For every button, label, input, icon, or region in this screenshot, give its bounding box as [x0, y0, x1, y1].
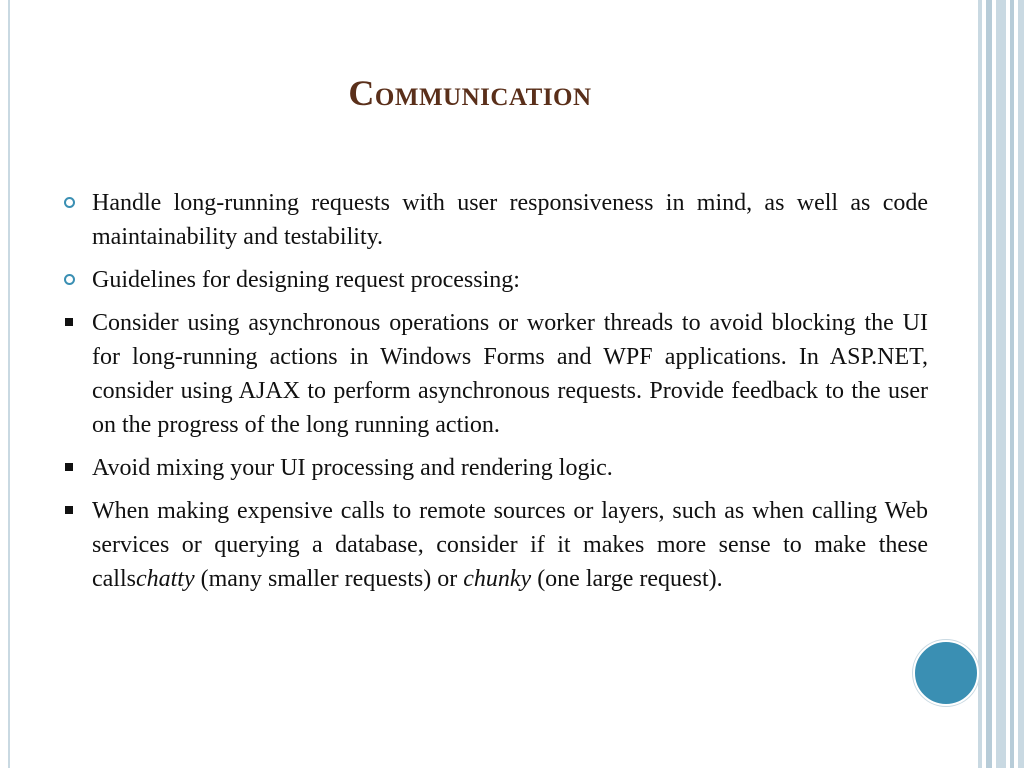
bullet-list [62, 186, 928, 605]
list-item [62, 451, 928, 485]
bullet-text: Consider using asynchronous operations or worker threads to avoid blocking the UI for long-running actions in Windows Forms and WPF applications. In ASP.NET, consider using AJAX to perform asynchronous requests. Provide feedback to the user on the progress of the long running action. [92, 310, 928, 438]
left-frame-line [8, 0, 10, 768]
bullet-text [92, 498, 928, 592]
stripe [978, 0, 982, 768]
bullet-text-part: When making expensive calls to remote sources or layers, such as when calling Web services or querying a database, consider if it makes more sense to make these calls [92, 498, 928, 592]
emphasis-chunky: chunky [463, 566, 532, 592]
stripe [1018, 0, 1024, 768]
square-bullet-icon [65, 318, 73, 326]
ring-bullet-icon [64, 197, 75, 208]
square-bullet-icon [65, 463, 73, 471]
bullet-text: Handle long-running requests with user responsiveness in mind, as well as code maintainability and testability. [92, 190, 928, 250]
stripe [986, 0, 992, 768]
decorative-circle [913, 640, 979, 706]
list-item [62, 186, 928, 254]
stripe [1010, 0, 1014, 768]
slide-title: Communication [348, 73, 592, 113]
bullet-text: Avoid mixing your UI processing and rendering logic. [92, 455, 613, 481]
bullet-text: Guidelines for designing request processing: [92, 267, 520, 293]
list-item [62, 494, 928, 596]
right-stripes-decoration [978, 0, 1024, 768]
ring-bullet-icon [64, 274, 75, 285]
bullet-text-part: (one large request). [531, 566, 723, 592]
list-item [62, 263, 928, 297]
stripe [996, 0, 1006, 768]
square-bullet-icon [65, 506, 73, 514]
bullet-text-part: (many smaller requests) or [194, 566, 464, 592]
emphasis-chatty: chatty [135, 566, 195, 592]
list-item [62, 306, 928, 442]
